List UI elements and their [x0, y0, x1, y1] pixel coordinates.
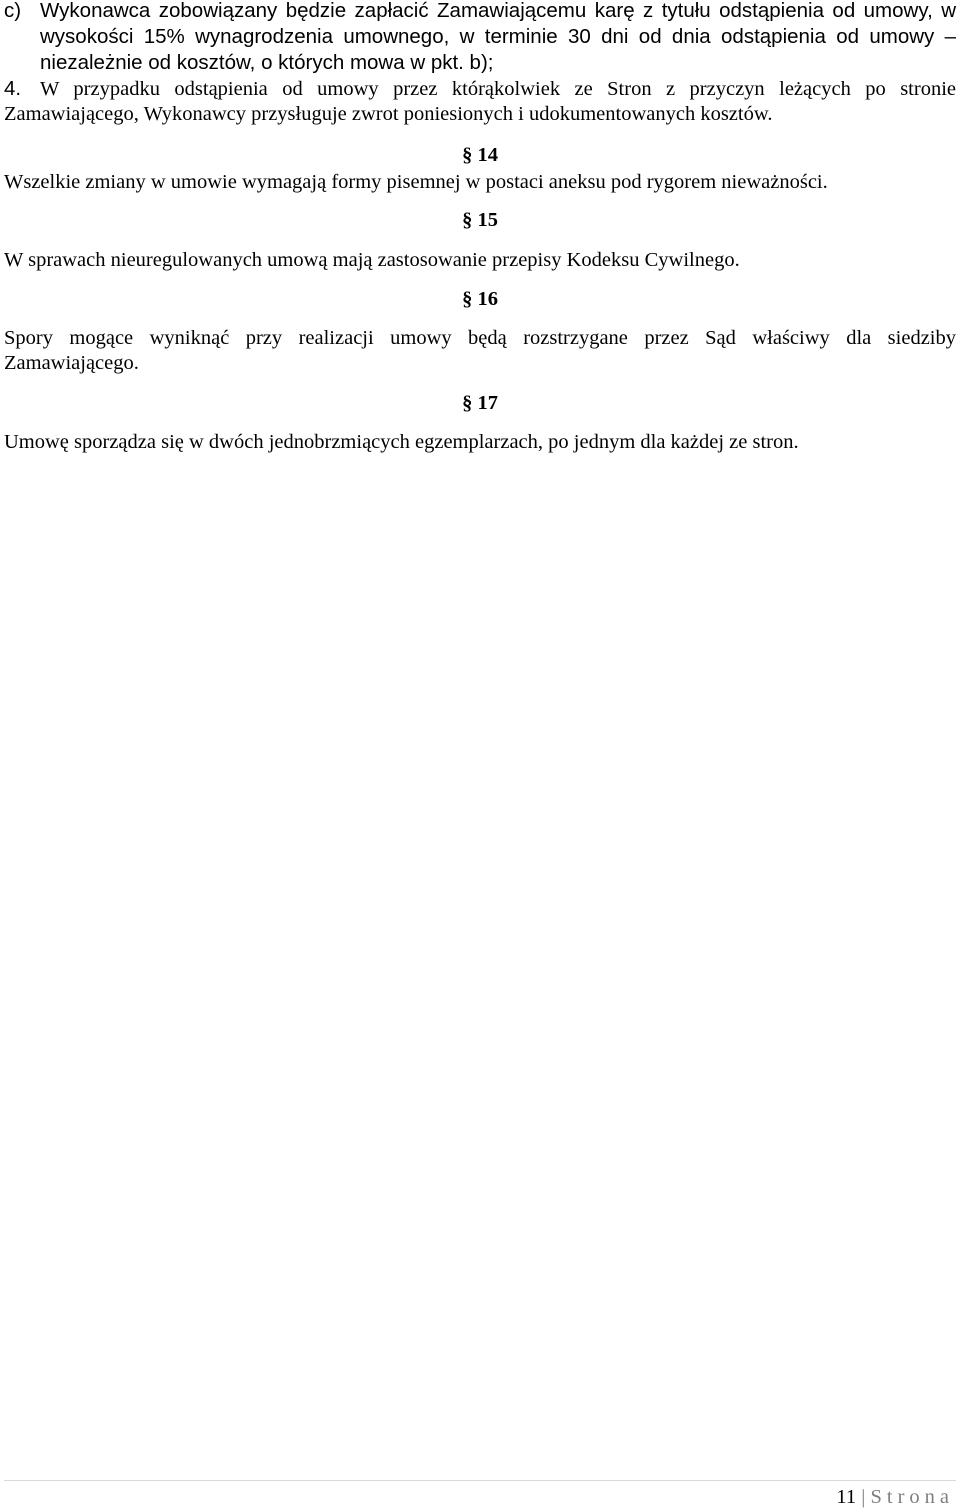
list-item-4-text: W przypadku odstąpienia od umowy przez którąkolwiek ze Stron z przyczyn leżących po stronie Zamawiającego, Wykonawcy przysługuje zwrot poniesionych i udokumentowanych kosztów. — [4, 78, 956, 125]
list-marker-4: 4. — [4, 77, 22, 100]
section-paragraph-14: Wszelkie zmiany w umowie wymagają formy pisemnej w postaci aneksu pod rygorem nieważności. — [4, 171, 828, 193]
section-heading-16: § 16 — [462, 288, 498, 310]
list-item-c-text: Wykonawca zobowiązany będzie zapłacić Zamawiającemu karę z tytułu odstąpienia od umowy, w wysokości 15% wynagrodzenia umownego, w terminie 30 dni od dnia odstąpienia od umowy – niezależnie od kosztów, o których mowa w pkt. b); — [40, 0, 956, 74]
page-label: Strona — [870, 1486, 954, 1508]
page-number: 11 — [836, 1486, 857, 1508]
section-paragraph-17: Umowę sporządza się w dwóch jednobrzmiących egzemplarzach, po jednym dla każdej ze stron. — [4, 431, 799, 453]
section-heading-17: § 17 — [462, 392, 498, 414]
section-paragraph-16: Spory mogące wyniknąć przy realizacji umowy będą rozstrzygane przez Sąd właściwy dla siedziby Zamawiającego. — [4, 327, 956, 374]
footer-separator: | — [861, 1486, 866, 1508]
section-paragraph-15: W sprawach nieuregulowanych umową mają zastosowanie przepisy Kodeksu Cywilnego. — [4, 249, 740, 271]
section-heading-14: § 14 — [462, 144, 498, 166]
section-heading-15: § 15 — [462, 209, 498, 231]
footer-divider — [4, 1480, 956, 1481]
list-item-c — [4, 0, 956, 76]
list-marker-c: c) — [4, 0, 22, 22]
list-item-4 — [4, 76, 956, 127]
page-footer — [836, 1485, 954, 1509]
